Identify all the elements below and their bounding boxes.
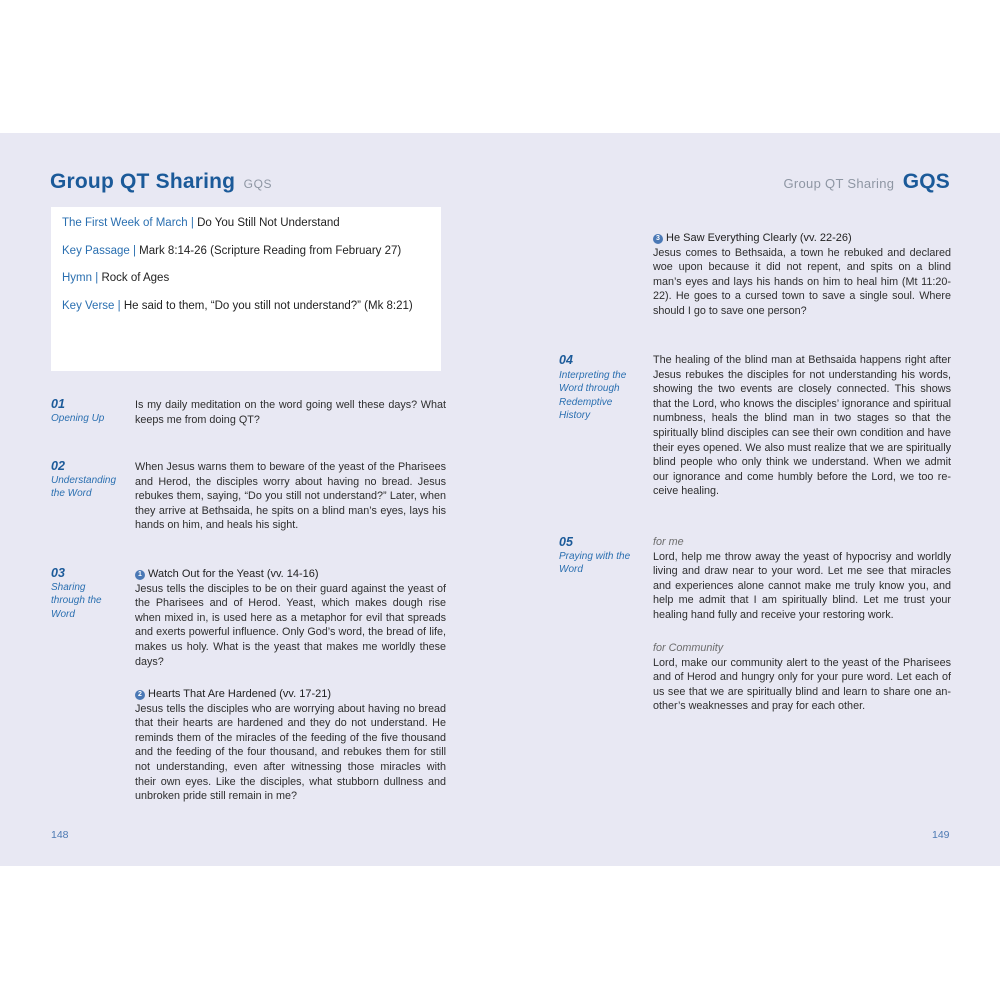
sharing-item-title: Hearts That Are Hardened (vv. 17-21) <box>148 688 332 700</box>
page-title <box>50 170 272 194</box>
info-box <box>51 207 441 371</box>
prayer-body: Lord, help me throw away the yeast of hypocrisy and worldly living and draw near to your word. Let me see that miracles and experiences alone cannot make me truly know you, and help me admit that I am spiritually blind. Let me trust your healing hand fully and receive your restoring work. <box>653 550 951 621</box>
info-value: Mark 8:14-26 (Scripture Reading from February 27) <box>139 245 402 257</box>
sharing-item-heading <box>135 687 446 702</box>
section-number: 02 <box>51 459 65 473</box>
section-body: When Jesus warns them to beware of the yeast of the Pharisees and Herod, the disciples worry about having no bread. Jesus rebukes them, saying, “Do you still not understand?” Later, when they arrive at Bethsaida, he spits on a blind man’s eyes, lays his hands on him, and heals his sight. <box>135 461 446 532</box>
book-spread <box>0 133 1000 866</box>
section-number: 05 <box>559 535 573 549</box>
section-label: Sharing through the Word <box>51 582 102 620</box>
page-number: 149 <box>932 829 950 841</box>
sharing-item-title: Watch Out for the Yeast (vv. 14-16) <box>148 568 319 580</box>
info-key: The First Week of March <box>62 217 188 229</box>
info-value: He said to them, “Do you still not understand?” (Mk 8:21) <box>123 300 413 312</box>
number-badge-icon: 1 <box>135 570 145 580</box>
info-key: Key Passage <box>62 245 130 257</box>
info-separator: | <box>190 217 194 229</box>
title-abbr: GQS <box>902 170 950 193</box>
number-badge-icon: 2 <box>135 690 145 700</box>
prayer-for-me <box>653 535 951 623</box>
sharing-item-heading <box>653 231 951 246</box>
sharing-item-body: Jesus tells the disciples who are worrying about having no bread that their hearts are hardened and they do not understand. He reminds them of the miracles of the feeding of the five thousand and the feeding of the four thousand, and rebukes them for still not understanding, even after witnessing those miracles with their own eyes. Like the disciples, what stubborn dullness and unbroken pride still remain in me? <box>135 702 446 803</box>
prayer-heading: for me <box>653 536 684 548</box>
number-badge-icon: 3 <box>653 234 663 244</box>
info-separator: | <box>95 272 99 284</box>
title-main: Group QT Sharing <box>783 176 895 191</box>
info-separator: | <box>132 245 136 257</box>
sharing-item <box>135 687 446 804</box>
info-value: Do You Still Not Understand <box>197 217 340 229</box>
prayer-heading: for Community <box>653 642 724 654</box>
section-label: Praying with the Word <box>559 551 631 576</box>
info-key-passage <box>62 245 401 257</box>
section-label: Interpreting the Word through Redemptive History <box>559 370 627 421</box>
sharing-item <box>653 231 951 319</box>
section-body: Is my daily meditation on the word going well these days? What keeps me from doing QT? <box>135 399 446 426</box>
section-label: Opening Up <box>51 413 105 424</box>
info-value: Rock of Ages <box>101 272 170 284</box>
prayer-body: Lord, make our community alert to the yeast of the Pharisees and of Herod and hungry only for your pure word. Let each of us see that we are spiritually blind and learn to share one another’s weaknesses and pray for each other. <box>653 656 951 713</box>
section-label: Understanding the Word <box>51 475 117 500</box>
info-hymn <box>62 272 169 284</box>
info-key-verse <box>62 300 413 312</box>
section-number: 03 <box>51 566 65 580</box>
info-key: Key Verse <box>62 300 115 312</box>
section-body: The healing of the blind man at Bethsaida happens right after Jesus rebukes the disciples for not understanding his words, showing the two events are closely connected. This shows that the Lord, who knows the disciples’ ignorance and spiritual numbness, heals the blind man in two stages so that the spiritually blind disciples can see their own condition and have their eyes opened. We also must realize that we are spiritually blind people who only think we understand. When we admit our ignorance and come humbly before the Lord, we too receive healing. <box>653 354 951 498</box>
page-title <box>783 170 950 194</box>
section-number: 01 <box>51 397 65 411</box>
info-week <box>62 217 340 229</box>
info-separator: | <box>117 300 121 312</box>
sharing-item-heading <box>135 567 446 582</box>
info-key: Hymn <box>62 272 93 284</box>
left-page <box>0 133 500 866</box>
sharing-item-title: He Saw Everything Clearly (vv. 22-26) <box>666 232 852 244</box>
title-main: Group QT Sharing <box>50 170 236 193</box>
sharing-item-body: Jesus tells the disciples to be on their guard against the yeast of the Pharisees and of Herod. Yeast, which makes dough rise when mixed in, is used here as a metaphor for evil that spreads and exerts powerful influence. Only God’s word, the bread of life, makes us holy. What is the yeast that makes me worldly these days? <box>135 582 446 668</box>
right-page <box>500 133 1000 866</box>
title-abbr: GQS <box>243 177 273 191</box>
sharing-item-body: Jesus comes to Bethsaida, a town he rebuked and declared woe upon because it did not repent, and spits on a blind man’s eyes and lays his hands on him to heal him (Mt 11:20-22). He goes to a cursed town to save a single soul. Where should I go to save one person? <box>653 246 951 317</box>
section-number: 04 <box>559 353 573 367</box>
page-number: 148 <box>51 829 69 841</box>
prayer-for-community <box>653 641 951 714</box>
sharing-item <box>135 567 446 669</box>
